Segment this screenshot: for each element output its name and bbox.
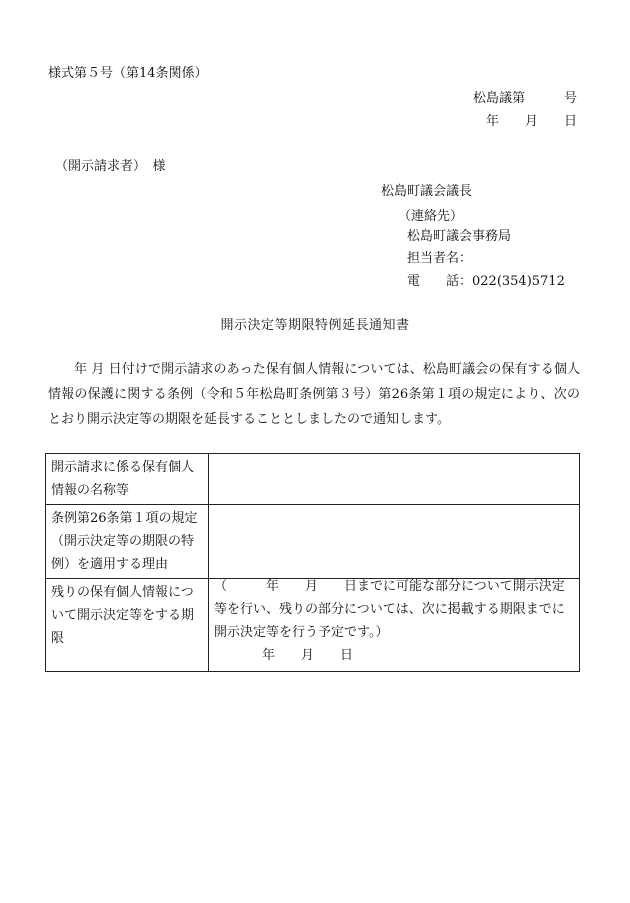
body-text: 年 月 日付けで開示請求のあった保有個人情報については、松島町議会の保有する個人情報の保護に関する条例（令和５年松島町条例第３号）第26条第１項の規定により、次のとおり開示決定等の期限を延長することとしましたので通知します。 bbox=[48, 362, 580, 427]
sender-title: 松島町議会議長 bbox=[381, 184, 473, 199]
table-row bbox=[46, 505, 580, 579]
row-value-reason bbox=[209, 505, 580, 579]
contact-label: （連絡先） bbox=[398, 209, 464, 224]
contact-phone: 電 話：022(354)5712 bbox=[407, 274, 565, 289]
row-label-info-name: 開示請求に係る保有個人情報の名称等 bbox=[46, 454, 209, 505]
extension-table bbox=[45, 453, 580, 672]
form-number: 様式第５号（第14条関係） bbox=[48, 66, 208, 81]
row-label-reason: 条例第26条第１項の規定（開示決定等の期限の特例）を適用する理由 bbox=[46, 505, 209, 579]
row-value-deadline bbox=[209, 579, 580, 672]
document-number: 松島議第 号 bbox=[472, 91, 577, 106]
contact-person: 担当者名： bbox=[407, 251, 473, 266]
row-value-info-name bbox=[209, 454, 580, 505]
addressee: （開示請求者） 様 bbox=[55, 159, 166, 174]
table-row bbox=[46, 454, 580, 505]
deadline-date: 年 月 日 bbox=[262, 648, 354, 663]
document-title: 開示決定等期限特例延長通知書 bbox=[220, 318, 410, 333]
body-paragraph bbox=[48, 357, 580, 432]
row-label-deadline: 残りの保有個人情報について開示決定等をする期限 bbox=[46, 579, 209, 672]
contact-office: 松島町議会事務局 bbox=[407, 229, 512, 244]
deadline-text: （ 年 月 日までに可能な部分について開示決定等を行い、残りの部分については、次に掲載する期限までに開示決定等を行う予定です。） bbox=[214, 579, 565, 640]
document-date: 年 月 日 bbox=[485, 114, 577, 129]
table-row bbox=[46, 579, 580, 672]
